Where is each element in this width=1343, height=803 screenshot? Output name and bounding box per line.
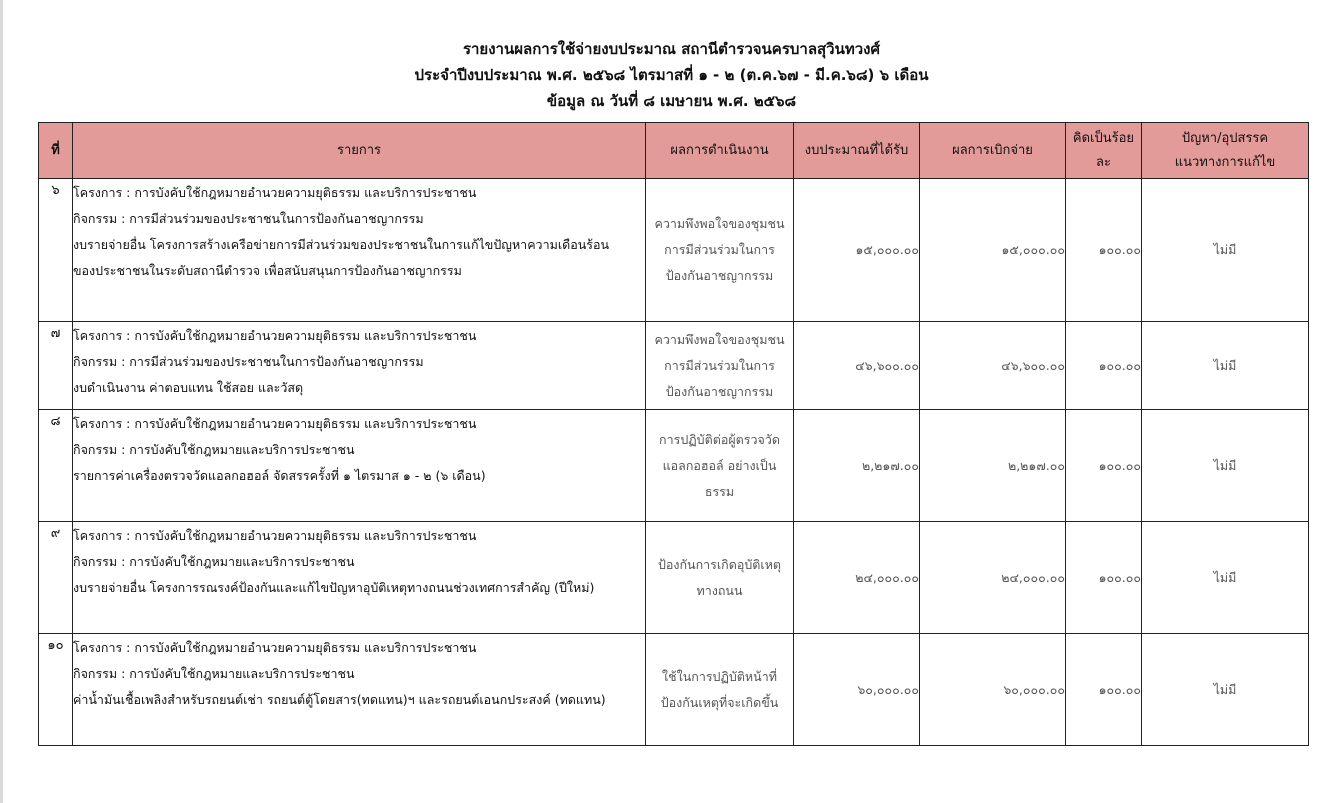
row-number: ๘ (39, 410, 73, 522)
row-number: ๑๐ (39, 634, 73, 746)
performance-line: ทางถนน (696, 582, 743, 598)
col-header-problem-line2: แนวทางการแก้ไข (1174, 154, 1276, 170)
performance-line: ป้องกันเหตุที่จะเกิดขึ้น (660, 694, 779, 710)
row-performance (646, 322, 794, 410)
col-header-no: ที่ (39, 123, 73, 179)
performance-line: ป้องกันอาชญากรรม (665, 383, 774, 399)
table-row (39, 179, 1309, 322)
row-number: ๖ (39, 179, 73, 322)
performance-line: ความพึงพอใจของชุมชน (654, 216, 785, 231)
item-detail-line: รายการค่าเครื่องตรวจวัดแอลกอฮอล์ จัดสรรครั้งที่ ๑ ไตรมาส ๑ - ๒ (๖ เดือน) (73, 468, 486, 483)
row-disbursed: ๖๐,๐๐๐.๐๐ (920, 634, 1066, 746)
row-problem: ไม่มี (1142, 322, 1309, 410)
col-header-percent-line1: คิดเป็นร้อย (1072, 130, 1135, 146)
row-percent: ๑๐๐.๐๐ (1066, 179, 1142, 322)
row-problem: ไม่มี (1142, 179, 1309, 322)
row-percent: ๑๐๐.๐๐ (1066, 322, 1142, 410)
row-percent: ๑๐๐.๐๐ (1066, 634, 1142, 746)
item-detail-line: งบดำเนินงาน ค่าตอบแทน ใช้สอย และวัสดุ (73, 380, 304, 395)
report-fiscal-period: ประจำปีงบประมาณ พ.ศ. ๒๕๖๘ ไตรมาสที่ ๑ - ๒ (ต.ค.๖๗ - มี.ค.๖๘) ๖ เดือน (414, 66, 929, 84)
col-header-budget: งบประมาณที่ได้รับ (794, 123, 920, 179)
item-project-line: โครงการ : การบังคับใช้กฎหมายอำนวยความยุติธรรม และบริการประชาชน (73, 640, 477, 655)
performance-line: ป้องกันอาชญากรรม (665, 268, 774, 283)
row-budget: ๑๕,๐๐๐.๐๐ (794, 179, 920, 322)
row-performance (646, 410, 794, 522)
performance-line: ธรรม (704, 483, 735, 499)
table-row (39, 410, 1309, 522)
row-number: ๗ (39, 322, 73, 410)
row-performance (646, 634, 794, 746)
item-detail-line: งบรายจ่ายอื่น โครงการรณรงค์ป้องกันและแก้ไขปัญหาอุบัติเหตุทางถนนช่วงเทศการสำคัญ (ปีใหม่) (73, 580, 595, 595)
item-project-line: โครงการ : การบังคับใช้กฎหมายอำนวยความยุติธรรม และบริการประชาชน (73, 416, 477, 431)
row-disbursed: ๑๕,๐๐๐.๐๐ (920, 179, 1066, 322)
row-budget: ๒๔,๐๐๐.๐๐ (794, 522, 920, 634)
row-problem: ไม่มี (1142, 634, 1309, 746)
row-budget: ๔๖,๖๐๐.๐๐ (794, 322, 920, 410)
row-item (73, 179, 646, 322)
item-detail-line: ค่าน้ำมันเชื้อเพลิงสำหรับรถยนต์เช่า รถยนต์ตู้โดยสาร(ทดแทน)ฯ และรถยนต์เอนกประสงค์ (ทดแทน) (73, 692, 606, 707)
row-number: ๙ (39, 522, 73, 634)
row-item (73, 522, 646, 634)
row-item (73, 322, 646, 410)
col-header-performance: ผลการดำเนินงาน (646, 123, 794, 179)
col-header-percent-line2: ละ (1096, 154, 1111, 170)
row-disbursed: ๔๖,๖๐๐.๐๐ (920, 322, 1066, 410)
item-activity-line: กิจกรรม : การบังคับใช้กฎหมายและบริการประชาชน (73, 554, 355, 569)
item-project-line: โครงการ : การบังคับใช้กฎหมายอำนวยความยุติธรรม และบริการประชาชน (73, 528, 477, 543)
table-row (39, 522, 1309, 634)
report-data-date: ข้อมูล ณ วันที่ ๘ เมษายน พ.ศ. ๒๕๖๘ (546, 92, 797, 110)
row-disbursed: ๒,๒๑๗.๐๐ (920, 410, 1066, 522)
performance-line: การมีส่วนร่วมในการ (664, 242, 775, 257)
performance-line: แอลกอฮอล์ อย่างเป็น (662, 457, 777, 473)
row-performance (646, 522, 794, 634)
item-project-line: โครงการ : การบังคับใช้กฎหมายอำนวยความยุติธรรม และบริการประชาชน (73, 328, 477, 343)
col-header-item: รายการ (73, 123, 646, 179)
performance-line: ใช้ในการปฏิบัติหน้าที่ (662, 668, 777, 684)
item-activity-line: กิจกรรม : การมีส่วนร่วมของประชาชนในการป้องกันอาชญากรรม (73, 211, 424, 226)
row-performance (646, 179, 794, 322)
page-edge (0, 0, 3, 803)
row-item (73, 410, 646, 522)
report-title: รายงานผลการใช้จ่ายงบประมาณ สถานีตำรวจนครบาลสุวินทวงศ์ (462, 40, 881, 58)
row-disbursed: ๒๔,๐๐๐.๐๐ (920, 522, 1066, 634)
report-header (0, 36, 1343, 114)
item-activity-line: กิจกรรม : การบังคับใช้กฎหมายและบริการประชาชน (73, 442, 355, 457)
row-percent: ๑๐๐.๐๐ (1066, 410, 1142, 522)
performance-line: ป้องกันการเกิดอุบัติเหตุ (657, 556, 782, 572)
row-budget: ๖๐,๐๐๐.๐๐ (794, 634, 920, 746)
item-detail-line: งบรายจ่ายอื่น โครงการสร้างเครือข่ายการมีส่วนร่วมของประชาชนในการแก้ไขปัญหาความเดือนร้อน (73, 237, 610, 252)
col-header-disbursed: ผลการเบิกจ่าย (920, 123, 1066, 179)
row-percent: ๑๐๐.๐๐ (1066, 522, 1142, 634)
item-activity-line: กิจกรรม : การบังคับใช้กฎหมายและบริการประชาชน (73, 666, 355, 681)
budget-report-table (38, 122, 1309, 746)
item-project-line: โครงการ : การบังคับใช้กฎหมายอำนวยความยุติธรรม และบริการประชาชน (73, 185, 477, 200)
item-activity-line: กิจกรรม : การมีส่วนร่วมของประชาชนในการป้องกันอาชญากรรม (73, 354, 424, 369)
performance-line: การปฏิบัติต่อผู้ตรวจวัด (659, 431, 780, 447)
col-header-problem-line1: ปัญหา/อุปสรรค (1181, 130, 1269, 146)
item-detail-line: ของประชาชนในระดับสถานีตำรวจ เพื่อสนับสนุนการป้องกันอาชญากรรม (73, 263, 462, 278)
table-header-row (39, 123, 1309, 179)
row-item (73, 634, 646, 746)
row-budget: ๒,๒๑๗.๐๐ (794, 410, 920, 522)
row-problem: ไม่มี (1142, 410, 1309, 522)
table-row (39, 322, 1309, 410)
col-header-percent (1066, 123, 1142, 179)
performance-line: ความพึงพอใจของชุมชน (654, 331, 785, 347)
row-problem: ไม่มี (1142, 522, 1309, 634)
col-header-problem (1142, 123, 1309, 179)
performance-line: การมีส่วนร่วมในการ (664, 357, 775, 373)
table-row (39, 634, 1309, 746)
